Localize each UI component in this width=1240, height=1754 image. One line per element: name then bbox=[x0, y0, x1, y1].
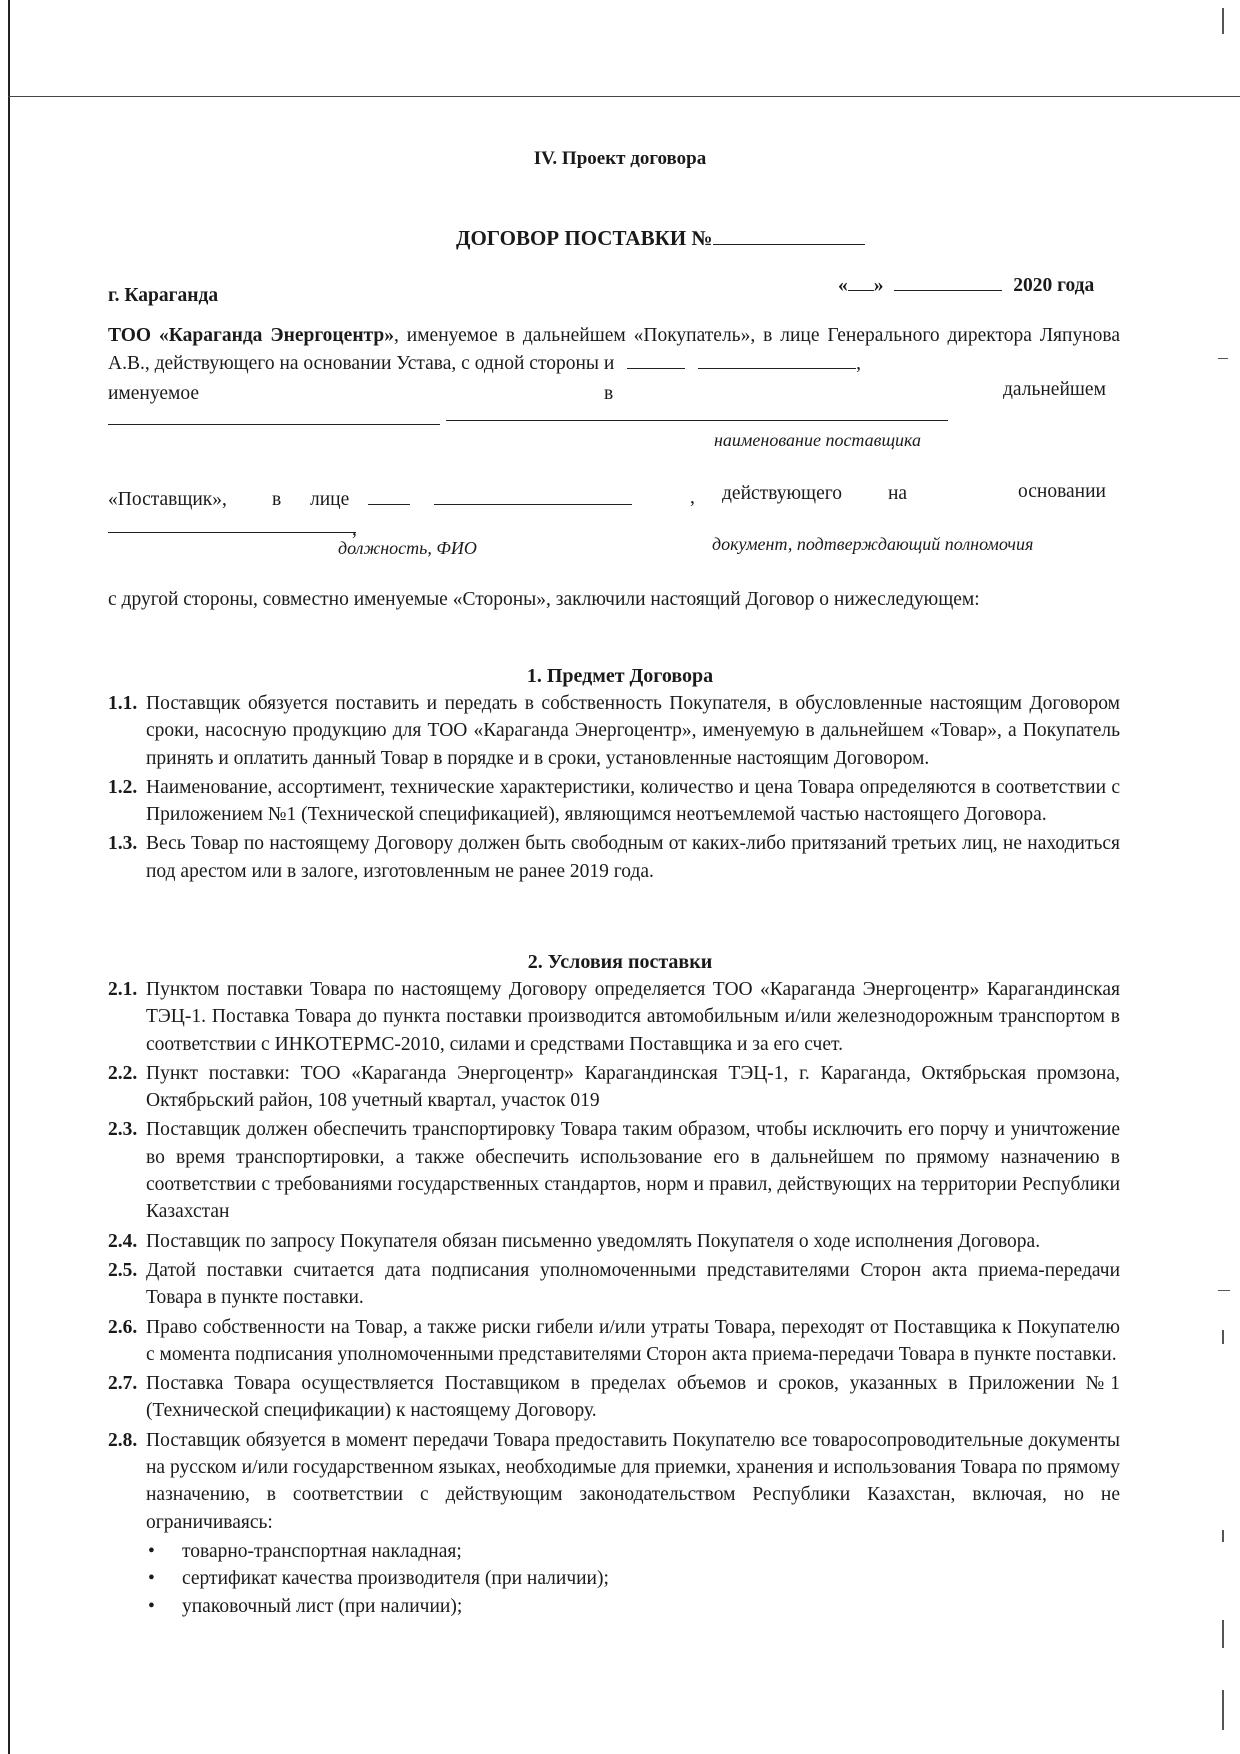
word-on: на bbox=[888, 483, 908, 504]
clause-number: 2.1. bbox=[108, 979, 138, 1000]
clause-number: 2.2. bbox=[108, 1062, 138, 1084]
list-item bbox=[108, 1593, 1120, 1620]
scan-top-edge bbox=[8, 96, 1240, 97]
day-blank bbox=[848, 274, 874, 291]
comma-2: , bbox=[352, 519, 357, 540]
list-item bbox=[108, 1538, 1120, 1565]
intro-line3-left: именуемое bbox=[108, 383, 199, 404]
clause-text: Наименование, ассортимент, технические характеристики, количество и цена Товара определяются в соответствии с Приложением №1 (Технической спецификацией), являющимся неотъемлемой частью настоящего Договора. bbox=[146, 776, 1120, 826]
clause-text: Поставка Товара осуществляется Поставщиком в пределах объемов и сроков, указанных в Приложении №1 (Технической спецификации) к настоящему Договору. bbox=[146, 1373, 1120, 1422]
bullet-icon: • bbox=[148, 1568, 155, 1590]
city: г. Караганда bbox=[108, 285, 219, 306]
document-list bbox=[108, 1538, 1120, 1620]
section-1-clauses bbox=[108, 690, 1120, 887]
intro-text: , именуемое в дальнейшем «Покупатель», в лице Генерального директора Ляпунова А.В., действующего на основании Устава, с одной стороны и bbox=[108, 325, 1121, 374]
clause-number: 2.4. bbox=[108, 1230, 138, 1252]
list-item bbox=[108, 1565, 1120, 1592]
clause-number: 2.3. bbox=[108, 1119, 138, 1141]
clause bbox=[108, 1228, 1120, 1255]
scan-mark bbox=[1218, 358, 1228, 359]
clause-text: Пункт поставки: ТОО «Караганда Энергоцентр» Карагандинская ТЭЦ-1, г. Караганда, Октябрьская промзона, Октябрьский район, 108 учетный квартал, участок 019 bbox=[146, 1062, 1120, 1112]
clause-text: Пунктом поставки Товара по настоящему Договору определяется ТОО «Караганда Энергоцентр» Карагандинская ТЭЦ-1. Поставка Товара до пункта поставки производится автомобильным и/или железнодорожным транспортом в соответствии с ИНКОТЕРМС-2010, силами и средствами Поставщика и за его счет. bbox=[146, 979, 1120, 1055]
clause-text: Поставщик должен обеспечить транспортировку Товара таким образом, чтобы исключить его порчу и уничтожение во время транспортировки, а также обеспечить использование его в дальнейшем по прямому назначению в соответствии с требованиями государственных стандартов, норм и правил, действующих на территории Республики Казахстан bbox=[146, 1119, 1120, 1223]
clause bbox=[108, 1427, 1120, 1536]
supplier-name-blank bbox=[698, 352, 856, 369]
supplier-label: «Поставщик», bbox=[108, 489, 227, 510]
closing-intro: с другой стороны, совместно именуемые «Стороны», заключили настоящий Договор о нижеследующем: bbox=[108, 589, 980, 610]
supplier-form-blank bbox=[627, 352, 685, 369]
clause-text: Право собственности на Товар, а также риски гибели и/или утраты Товара, переходят от Поставщика к Покупателю с момента подписания уполномоченными представителями Сторон акта приема-передачи Товара в пункте поставки. bbox=[146, 1316, 1120, 1365]
contract-title bbox=[456, 224, 865, 253]
list-item-text: товарно-транспортная накладная; bbox=[182, 1540, 462, 1562]
scan-left-edge bbox=[8, 0, 10, 1754]
clause bbox=[108, 830, 1120, 885]
comma: , bbox=[690, 487, 695, 508]
bullet-icon: • bbox=[148, 1540, 155, 1562]
section-1-title: 1. Предмет Договора bbox=[526, 665, 714, 687]
intro-line3-right: дальнейшем bbox=[1003, 379, 1106, 400]
clause-text: Поставщик обязуется поставить и передать в собственность Покупателя, в обусловленные настоящим Договором сроки, насосную продукцию для ТОО «Караганда Энергоцентр», именуемую в дальнейшем «Товар», а Покупатель принять и оплатить данный Товар в порядке и в сроки, установленные настоящим Договором. bbox=[146, 693, 1120, 769]
clause-number: 2.8. bbox=[108, 1429, 138, 1451]
caption-position: должность, ФИО bbox=[338, 538, 477, 558]
word-basis: основании bbox=[1018, 481, 1106, 502]
clause-number: 1.2. bbox=[108, 776, 138, 798]
date-open-quote: « bbox=[838, 275, 848, 296]
word-acting: действующего bbox=[722, 483, 842, 504]
clause bbox=[108, 976, 1120, 1058]
clause-number: 2.5. bbox=[108, 1259, 138, 1281]
scan-mark bbox=[1222, 1330, 1224, 1344]
date-close-quote: » bbox=[873, 275, 884, 296]
supplier-name-line bbox=[446, 420, 948, 421]
supplier-name-line bbox=[108, 424, 440, 425]
section-2-title: 2. Условия поставки bbox=[527, 951, 713, 973]
list-item-text: сертификат качества производителя (при наличии); bbox=[182, 1568, 609, 1590]
section-2-clauses bbox=[108, 976, 1120, 1620]
clause bbox=[108, 1314, 1120, 1369]
scan-mark bbox=[1222, 1690, 1224, 1730]
position-blank bbox=[368, 504, 410, 505]
caption-supplier-name: наименование поставщика bbox=[714, 430, 922, 450]
clause-text: Поставщик по запросу Покупателя обязан письменно уведомлять Покупателя о ходе исполнения Договора. bbox=[146, 1230, 1041, 1252]
clause bbox=[108, 1116, 1120, 1225]
clause-text: Поставщик обязуется в момент передачи Товара предоставить Покупателю все товаросопроводительные документы на русском и/или государственном языках, необходимые для приемки, хранения и использования Товара по прямому назначению, в соответствии с действующим законодательством Республики Казахстан, включая, но не ограничиваясь: bbox=[146, 1429, 1120, 1533]
intro-paragraph: ТОО «Караганда Энергоцентр», именуемое в дальнейшем «Покупатель», в лице Генерального директора Ляпунова А.В., действующего на основании Устава, с одной стороны и , bbox=[108, 325, 1121, 374]
caption-document: документ, подтверждающий полномочия bbox=[712, 534, 1034, 554]
date-year: 2020 года bbox=[1013, 275, 1095, 296]
intro-line3-mid: в bbox=[604, 383, 614, 404]
clause bbox=[108, 774, 1120, 829]
list-item-text: упаковочный лист (при наличии); bbox=[182, 1595, 463, 1617]
bullet-icon: • bbox=[148, 1595, 155, 1617]
contract-date bbox=[838, 272, 1094, 299]
clause bbox=[108, 1257, 1120, 1312]
contract-number-blank bbox=[713, 228, 865, 245]
document-blank bbox=[108, 532, 356, 533]
buyer-org-name: ТОО «Караганда Энергоцентр» bbox=[108, 325, 394, 346]
scan-mark bbox=[1222, 8, 1224, 34]
word-person: лице bbox=[310, 489, 350, 510]
clause-text: Датой поставки считается дата подписания уполномоченными представителями Сторон акта приема-передачи Товара в пункте поставки. bbox=[146, 1259, 1120, 1309]
scan-mark bbox=[1222, 1620, 1224, 1648]
clause-number: 2.7. bbox=[108, 1373, 138, 1395]
clause bbox=[108, 690, 1120, 772]
contract-title-text: ДОГОВОР ПОСТАВКИ № bbox=[456, 226, 713, 250]
clause-number: 2.6. bbox=[108, 1316, 138, 1338]
person-name-blank bbox=[434, 504, 632, 505]
clause-number: 1.3. bbox=[108, 833, 138, 855]
month-blank bbox=[894, 274, 1002, 291]
section-title: IV. Проект договора bbox=[533, 148, 707, 169]
scan-mark bbox=[1222, 1530, 1224, 1542]
clause bbox=[108, 1370, 1120, 1425]
scan-mark bbox=[1218, 1290, 1230, 1291]
clause-number: 1.1. bbox=[108, 693, 138, 714]
clause bbox=[108, 1060, 1120, 1115]
word-in: в bbox=[272, 489, 282, 510]
clause-text: Весь Товар по настоящему Договору должен быть свободным от каких-либо притязаний третьих лиц, не находиться под арестом или в залоге, изготовленным не ранее 2019 года. bbox=[146, 833, 1120, 882]
